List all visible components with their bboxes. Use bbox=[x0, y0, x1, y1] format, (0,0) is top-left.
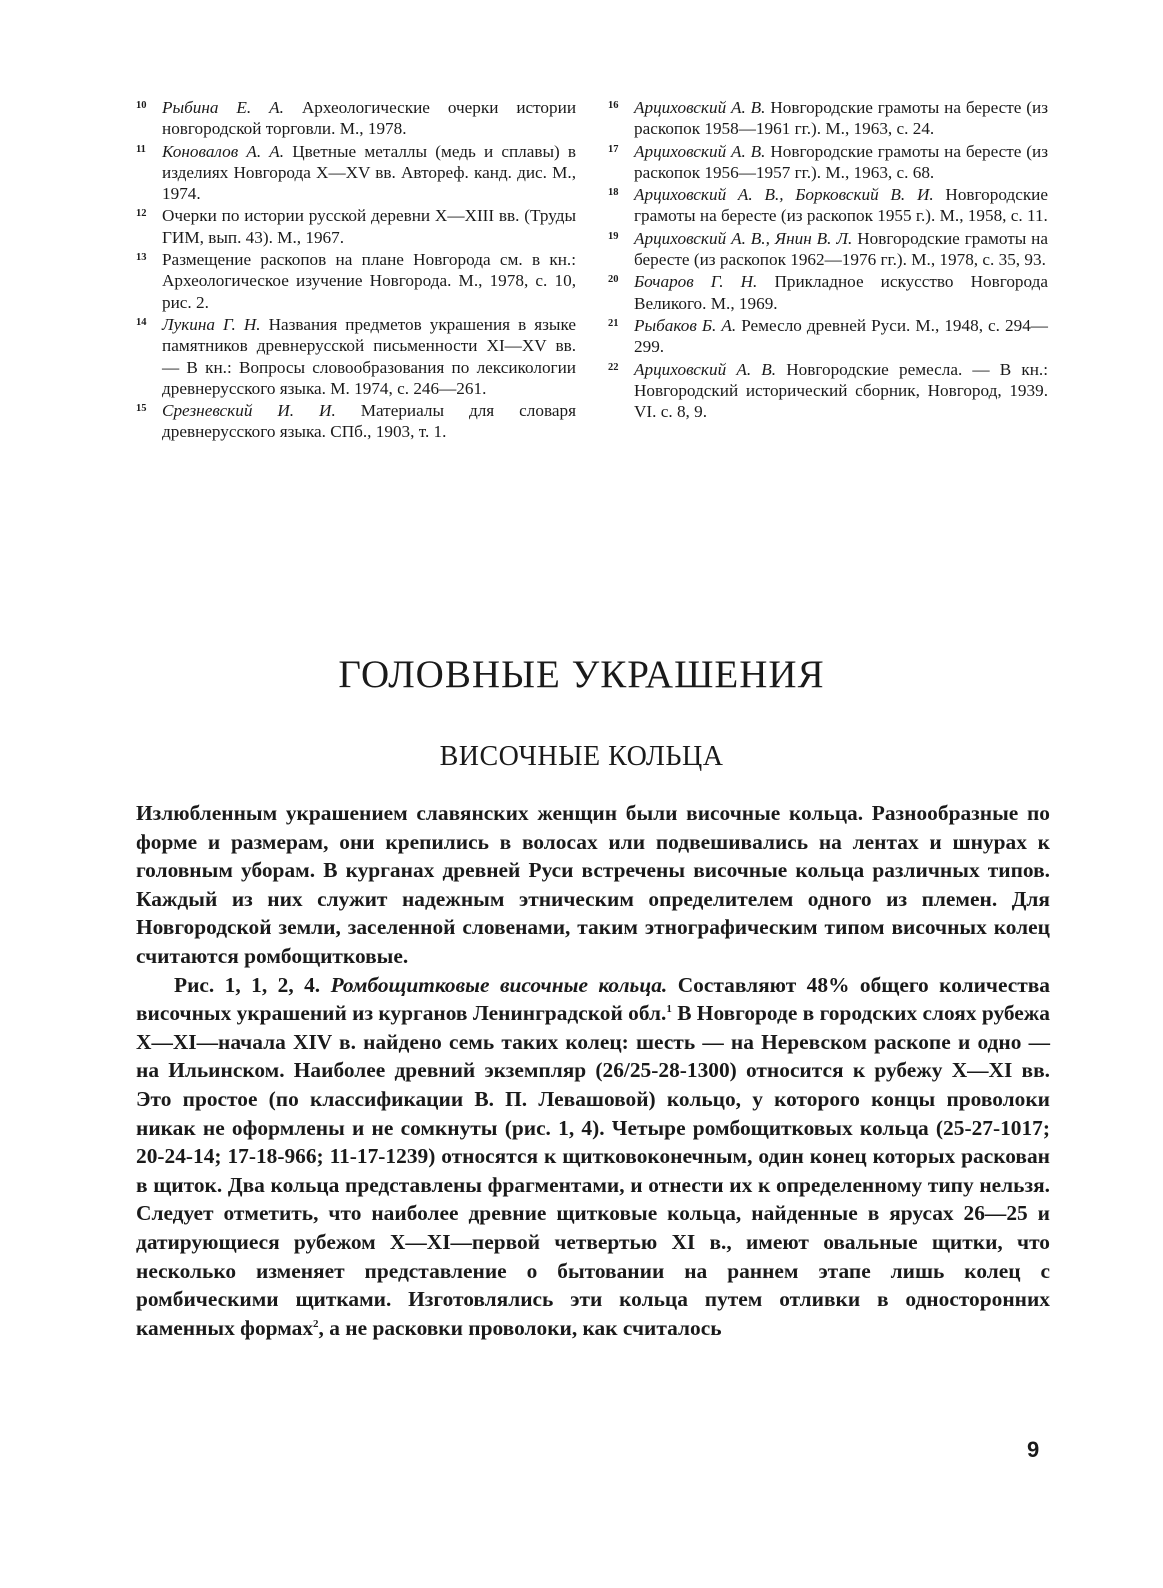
footnote-item bbox=[608, 228, 1048, 271]
footnote-author: Рыбаков Б. А. bbox=[634, 315, 737, 335]
footnote-text: Новгородские грамоты на бересте (из раскопок 1955 г.). М., 1958, с. 11. bbox=[634, 185, 1049, 226]
footnote-text: Цветные металлы (медь и сплавы) в изделиях Новгорода X—XV вв. Автореф. канд. дис. М., 1974. bbox=[162, 141, 577, 204]
footnote-author: Арциховский А. В. bbox=[634, 98, 766, 117]
footnote-item bbox=[136, 141, 576, 205]
section-title: ГОЛОВНЫЕ УКРАШЕНИЯ bbox=[338, 653, 825, 696]
footnote-text: Новгородские грамоты на бересте (из раскопок 1958—1961 гг.). М., 1963, с. 24. bbox=[634, 98, 1048, 139]
paragraph-1: Излюбленным украшением славянских женщин были височные кольца. Разнообразные по форме и размерам, они крепились в волосах или подвешивались на лентах и шнурах к головным уборам. В курганах древней Руси встречены височные кольца различных типов. Каждый из них служит надежным этническим определителем одного из племен. Для Новгородской земли, заселенной словенами, таким этнографическим типом височных колец считаются ромбощитковые. bbox=[136, 801, 1050, 968]
footnote-text: Археологические очерки истории новгородской торговли. М., 1978. bbox=[162, 98, 577, 139]
footnote-number: 18 bbox=[608, 187, 619, 199]
footnote-text: Размещение раскопов на плане Новгорода см. в кн.: Археологическое изучение Новгорода. М., 1978, с. 10, рис. 2. bbox=[162, 250, 576, 312]
footnotes-right-column bbox=[608, 97, 1048, 423]
footnote-item bbox=[136, 97, 576, 140]
paragraph-2-text-c: , а не расковки проволоки, как считалось bbox=[318, 1315, 722, 1340]
footnote-ref-1: 1 bbox=[666, 1003, 672, 1016]
footnote-text: Новгородские грамоты на бересте (из раскопок 1956—1957 гг.). М., 1963, с. 68. bbox=[634, 141, 1048, 182]
paragraph-2 bbox=[136, 971, 1050, 1343]
subsection-title: ВИСОЧНЫЕ КОЛЬЦА bbox=[439, 741, 724, 772]
footnote-number: 20 bbox=[608, 274, 619, 286]
footnote-text: Новгородские ремесла. — В кн.: Новгородский исторический сборник, Новгород, 1939. VI. с. 8, 9. bbox=[634, 359, 1048, 422]
footnote-text: Прикладное искусство Новгорода Великого. М., 1969. bbox=[634, 272, 1048, 313]
footnote-number: 12 bbox=[136, 208, 147, 220]
footnote-text: Названия предметов украшения в языке памятников древнерусской письменности XI—XV вв. — В кн.: Вопросы словообразования по лексикологии древнерусского языка. М. 1974, с. 246—261. bbox=[162, 314, 577, 398]
footnote-ref-2: 2 bbox=[313, 1317, 319, 1330]
footnote-number: 13 bbox=[136, 252, 147, 264]
footnote-item bbox=[136, 249, 576, 313]
footnote-author: Арциховский А. В., Борковский В. И. bbox=[634, 185, 934, 205]
paragraph-2-text-b: В Новгороде в городских слоях рубежа X—XI—начала XIV в. найдено семь таких колец: шесть — на Неревском раскопе и одно — на Ильинском. Наиболее древний экземпляр (26/25-28-1300) относится к рубежу X—XI вв. Это простое (по классификации В. П. Левашовой) кольцо, у которого концы проволоки никак не оформлены и не сомкнуты (рис. 1, 4). Четыре ромбощитковых кольца (25-27-1017; 20-24-14; 17-18-966; 11-17-1239) относятся к щитковоконечным, один конец которых раскован в щиток. Два кольца представлены фрагментами, и отнести их к определенному типу нельзя. Следует отметить, что наиболее древние щитковые кольца, найденные в ярусах 26—25 и датирующиеся рубежом X—XI—первой четвертью XI в., имеют овальные щитки, что несколько изменяет представление о бытовании на раннем этапе лишь колец с ромбическими щитками. Изготовлялись эти кольца путем отливки в односторонних каменных формах bbox=[136, 1001, 1050, 1340]
main-text bbox=[136, 799, 1050, 1342]
footnote-text: Новгородские грамоты на бересте (из раскопок 1962—1976 гг.). М., 1978, с. 35, 93. bbox=[634, 228, 1049, 270]
footnote-number: 19 bbox=[608, 230, 619, 242]
footnote-author: Арциховский А. В. bbox=[634, 141, 766, 161]
footnote-item bbox=[608, 141, 1048, 184]
footnote-text: Материалы для словаря древнерусского языка. СПб., 1903, т. 1. bbox=[162, 401, 576, 442]
figure-reference: Рис. 1, 1, 2, 4. bbox=[174, 972, 321, 997]
footnote-number: 10 bbox=[136, 100, 147, 111]
footnote-author: Лукина Г. Н. bbox=[162, 314, 261, 334]
footnote-text: Очерки по истории русской деревни X—XIII вв. (Труды ГИМ, вып. 43). М., 1967. bbox=[162, 206, 576, 247]
footnote-item bbox=[136, 205, 576, 248]
footnote-number: 14 bbox=[136, 316, 147, 328]
footnote-item bbox=[608, 184, 1048, 227]
footnote-author: Коновалов А. А. bbox=[162, 141, 285, 161]
footnote-number: 22 bbox=[608, 361, 619, 373]
footnote-item bbox=[608, 97, 1048, 140]
footnote-number: 21 bbox=[608, 317, 619, 329]
footnote-author: Бочаров Г. Н. bbox=[634, 272, 758, 292]
footnote-number: 17 bbox=[608, 143, 619, 155]
footnote-item bbox=[608, 315, 1048, 358]
footnote-item bbox=[608, 359, 1048, 423]
footnote-author: Арциховский А. В. bbox=[634, 359, 777, 379]
footnote-author: Арциховский А. В., Янин В. Л. bbox=[634, 228, 853, 248]
footnote-number: 16 bbox=[608, 100, 619, 111]
footnote-item bbox=[136, 400, 576, 443]
footnote-author: Рыбина Е. А. bbox=[162, 98, 284, 117]
footnote-item bbox=[136, 314, 576, 399]
footnote-author: Срезневский И. И. bbox=[162, 401, 336, 421]
paragraph-2-text-a: Составляют 48% общего количества височных украшений из курганов Ленинградской обл. bbox=[136, 972, 1050, 1026]
footnote-item bbox=[608, 271, 1048, 314]
footnote-number: 11 bbox=[136, 143, 146, 155]
footnotes-left-column bbox=[136, 97, 576, 444]
footnote-number: 15 bbox=[136, 403, 147, 415]
page-number: 9 bbox=[1027, 1437, 1040, 1462]
footnote-text: Ремесло древней Руси. М., 1948, с. 294—299. bbox=[634, 315, 1048, 357]
subtype-term: Ромбощитковые височные кольца. bbox=[330, 972, 668, 997]
